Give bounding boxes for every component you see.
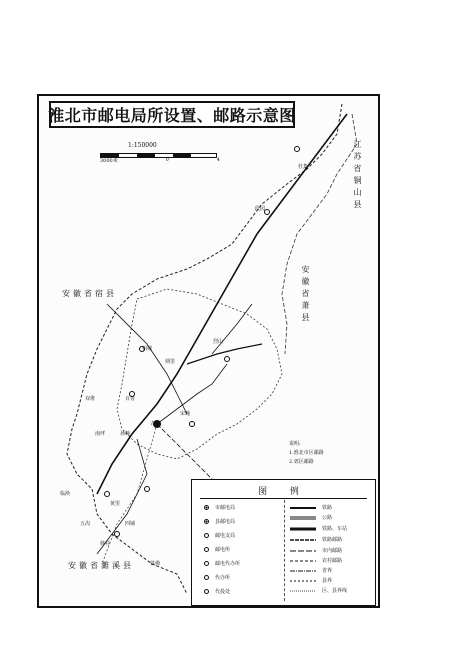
scale-tick-start: 3000米 [100,158,118,164]
legend-item [204,588,230,595]
scale-tick-end: 4 [216,157,220,163]
post-branch-marker [225,357,230,362]
place-label: 四铺 [125,521,136,527]
place-label: 烈山 [213,339,224,345]
highway-line [187,344,262,364]
post-branch-icon [204,533,209,538]
legend-label: 市邮电局 [215,505,236,511]
legend-label: 县界 [322,578,333,584]
map-title: 淮北市邮电局所设置、邮路示意图 [48,106,296,125]
legend-item [290,587,347,594]
legend-item [204,574,230,581]
place-label: 古饶 [150,421,161,427]
legend-label: 铁路、车站 [322,526,348,532]
mail-route-2 [97,439,147,554]
post-branch-marker [115,532,120,537]
city-post-office-icon [204,505,209,510]
place-label: 杜集 [298,164,309,170]
mail-route-6 [102,424,157,564]
county-boundary-icon [290,578,316,584]
place-label: 百善 [125,396,136,402]
place-label: 段园 [255,206,266,212]
legend-label: 区、县界线 [322,588,348,594]
highway-icon [290,515,316,521]
legend-item [204,560,240,567]
legend-item [204,504,235,511]
district-boundary-icon [290,588,316,594]
district-outline [117,289,282,459]
agency-point-icon [204,575,209,580]
railway-icon [290,505,316,511]
legend-item [204,518,235,525]
scale-tick-zero: 0 [165,157,169,163]
legend-item [290,514,332,521]
post-branch-marker [265,210,270,215]
legend-label: 省界 [322,568,333,574]
legend-item [290,557,342,564]
region-label-anhui-east: 安徽省萧县 [301,265,310,325]
service-point-icon [204,589,209,594]
region-label-bottom: 安徽省濉溪县 [68,561,134,570]
place-label: 韩村 [100,541,111,547]
place-label: 朔里 [165,359,176,365]
post-branch-marker [295,147,300,152]
notes-label: 说明: [289,441,301,447]
rail-mail-route-icon [290,537,316,543]
rural-mail-route-icon [290,558,316,564]
place-label: 铁佛 [150,561,161,567]
legend-label: 铁路 [322,505,333,511]
place-label: 宋疃 [180,411,191,417]
legend-label: 市内邮路 [322,548,343,554]
post-branch-marker [105,492,110,497]
mail-route-5 [212,304,252,354]
legend-item [204,532,235,539]
boundary-icon [290,568,316,574]
legend-label: 代办所 [215,575,231,581]
place-label: 黄里 [110,501,121,507]
legend-label: 铁路邮路 [322,537,343,543]
legend-box [191,479,376,606]
legend-label: 邮电所 [215,547,231,553]
post-office-icon [204,547,209,552]
scale-ratio: 1:150000 [128,142,157,149]
legend-item [290,577,332,584]
region-label-anhui-sw: 安徽省宿县 [62,289,117,298]
post-branch-marker [145,487,150,492]
legend-item [290,504,332,511]
legend-label: 农村邮路 [322,558,343,564]
place-label: 临涣 [60,491,71,497]
legend-item [290,525,347,532]
place-label: 南坪 [95,431,106,437]
region-label-jiangsu: 江苏省铜山县 [353,140,362,212]
county-post-office-icon [204,519,209,524]
legend-item [204,546,230,553]
post-agency-icon [204,561,209,566]
legend-label: 邮电支局 [215,533,236,539]
legend-column-divider [284,500,285,601]
scale-ticks [100,157,220,164]
notes-line-1: 1.淮北市区邮路 [289,450,324,456]
scale-bar [100,142,220,165]
legend-title: 图 例 [258,487,309,497]
post-branch-marker [190,422,195,427]
map-notes [289,440,324,467]
legend-label: 邮电代办所 [215,561,241,567]
mail-route-1 [157,364,227,424]
railway-station-icon [290,526,316,532]
legend-item [290,567,332,574]
place-label: 五沟 [80,521,91,527]
legend-divider [200,498,367,499]
legend-item [290,547,342,554]
legend-label: 代投处 [215,589,231,595]
legend-label: 公路 [322,515,333,521]
city-mail-route-icon [290,548,316,554]
place-label: 双堆 [85,396,96,402]
map-title-box [49,101,295,128]
legend-item [290,536,342,543]
place-label: 孙疃 [120,431,131,437]
place-label: 相城 [142,346,153,352]
legend-label: 县邮电局 [215,519,236,525]
notes-line-2: 2.郊区邮路 [289,459,314,465]
